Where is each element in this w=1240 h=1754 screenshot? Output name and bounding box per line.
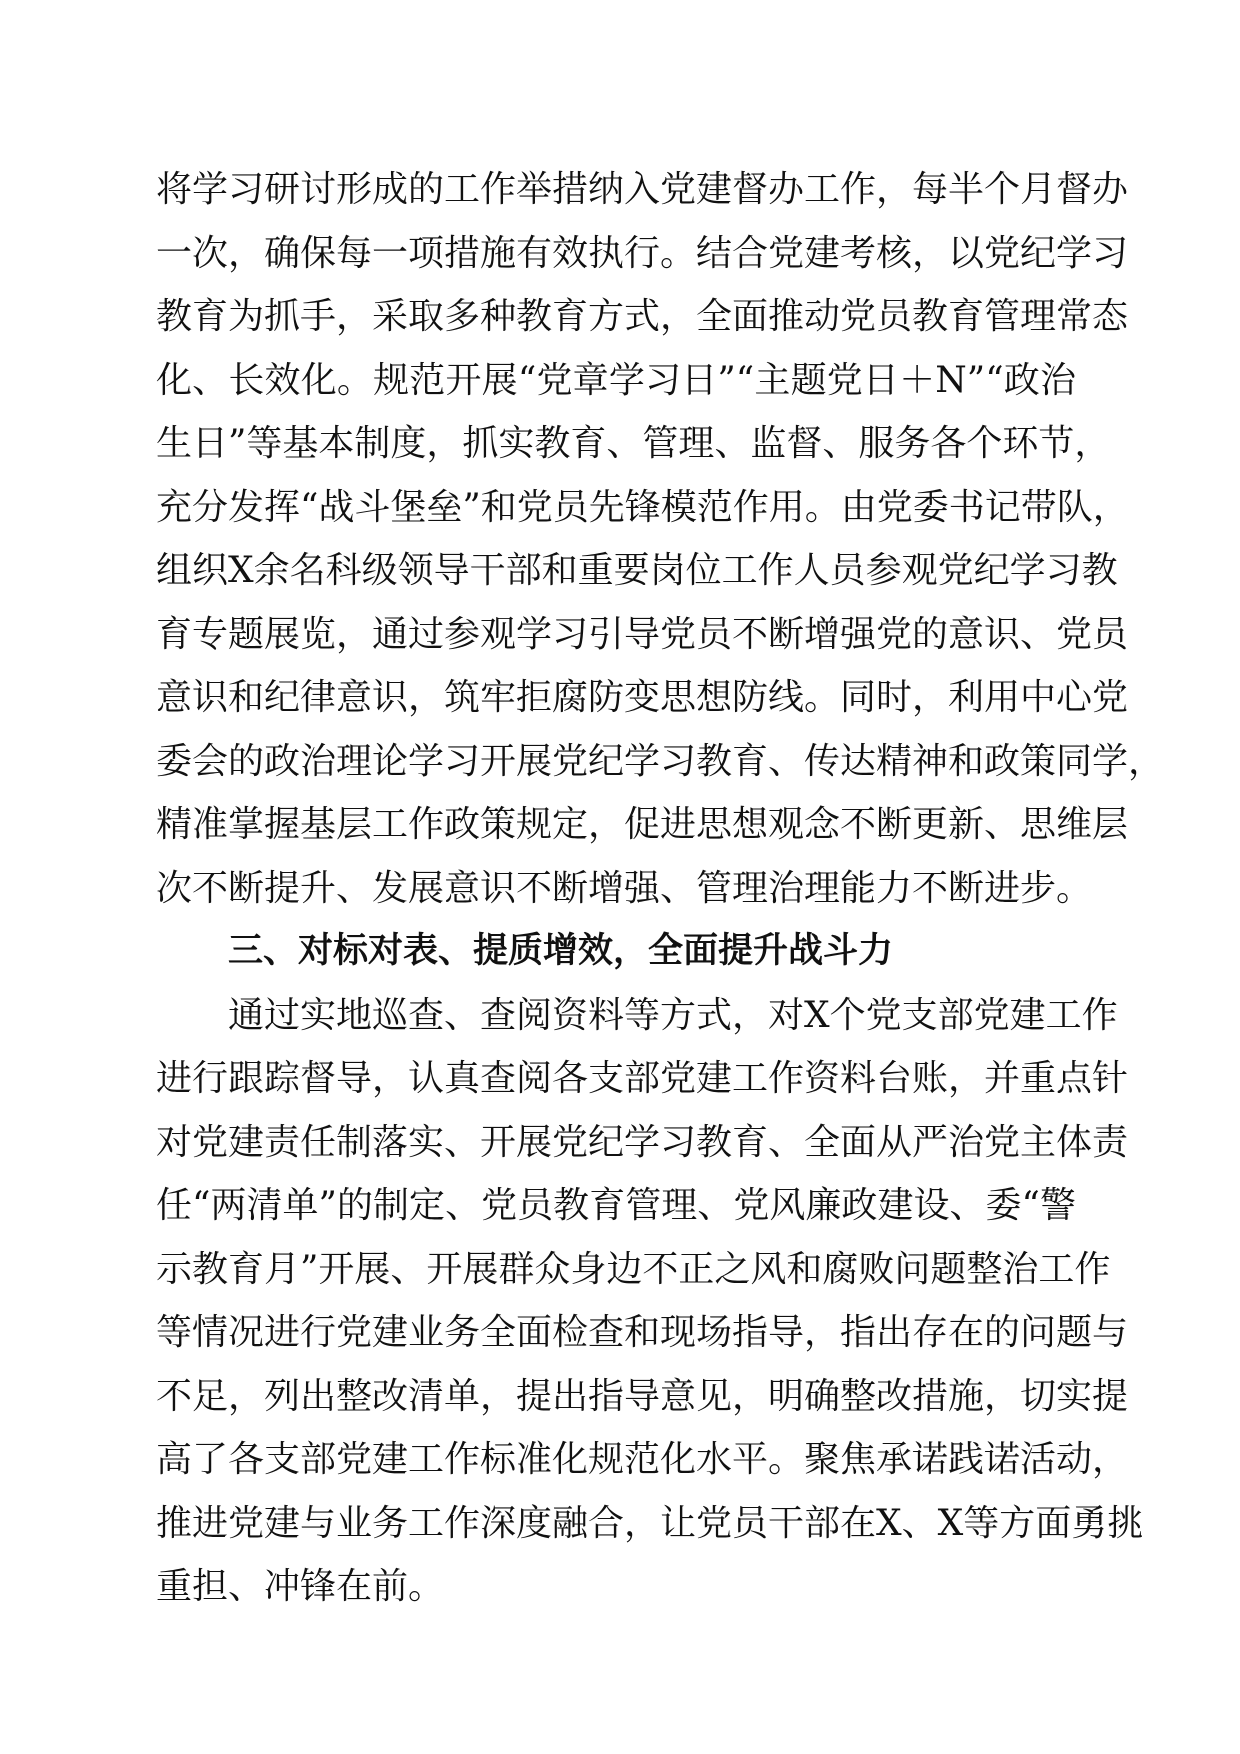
text-line: 对党建责任制落实、开展党纪学习教育、全面从严治党主体责 xyxy=(156,1121,1129,1163)
text-line: 教育为抓手，采取多种教育方式，全面推动党员教育管理常态 xyxy=(156,296,1129,337)
text-line: 育专题展览，通过参观学习引导党员不断增强党的意识、党员 xyxy=(156,613,1129,655)
text-line: 不足，列出整改清单，提出指导意见，明确整改措施，切实提 xyxy=(156,1375,1129,1417)
text-line: 意识和纪律意识，筑牢拒腐防变思想防线。同时，利用中心党 xyxy=(156,677,1129,718)
text-line: 次不断提升、发展意识不断增强、管理治理能力不断进步。 xyxy=(156,867,1093,909)
text-line: 精准掌握基层工作政策规定，促进思想观念不断更新、思维层 xyxy=(156,804,1129,845)
document-body xyxy=(156,158,1165,1619)
text-line: 委会的政治理论学习开展党纪学习教育、传达精神和政策同学， xyxy=(156,740,1165,782)
text-line: 一次，确保每一项措施有效执行。结合党建考核，以党纪学习 xyxy=(156,232,1129,274)
text-line: 推进党建与业务工作深度融合，让党员干部在X、X等方面勇挑 xyxy=(156,1502,1144,1544)
text-line: 通过实地巡查、查阅资料等方式，对X个党支部党建工作 xyxy=(228,994,1118,1036)
text-line: 高了各支部党建工作标准化规范化水平。聚焦承诺践诺活动， xyxy=(156,1439,1129,1480)
text-line: 进行跟踪督导，认真查阅各支部党建工作资料台账，并重点针 xyxy=(156,1058,1129,1099)
text-line: 示教育月”开展、开展群众身边不正之风和腐败问题整治工作 xyxy=(156,1248,1111,1290)
section-heading-3: 三、对标对表、提质增效，全面提升战斗力 xyxy=(228,931,894,971)
text-line: 充分发挥“战斗堡垒”和党员先锋模范作用。由党委书记带队， xyxy=(156,486,1129,528)
text-line: 任“两清单”的制定、党员教育管理、党风廉政建设、委“警 xyxy=(156,1185,1076,1226)
text-line: 生日”等基本制度，抓实教育、管理、监督、服务各个环节， xyxy=(156,423,1111,464)
text-line: 等情况进行党建业务全面检查和现场指导，指出存在的问题与 xyxy=(156,1312,1129,1353)
text-line: 将学习研讨形成的工作举措纳入党建督办工作，每半个月督办 xyxy=(156,169,1129,210)
text-line: 组织X余名科级领导干部和重要岗位工作人员参观党纪学习教 xyxy=(156,550,1118,591)
paragraph-party-education xyxy=(156,158,1165,920)
text-line: 重担、冲锋在前。 xyxy=(156,1566,445,1607)
paragraph-inspection xyxy=(156,984,1144,1619)
text-line: 化、长效化。规范开展“党章学习日”“主题党日＋N”“政治 xyxy=(156,359,1076,401)
